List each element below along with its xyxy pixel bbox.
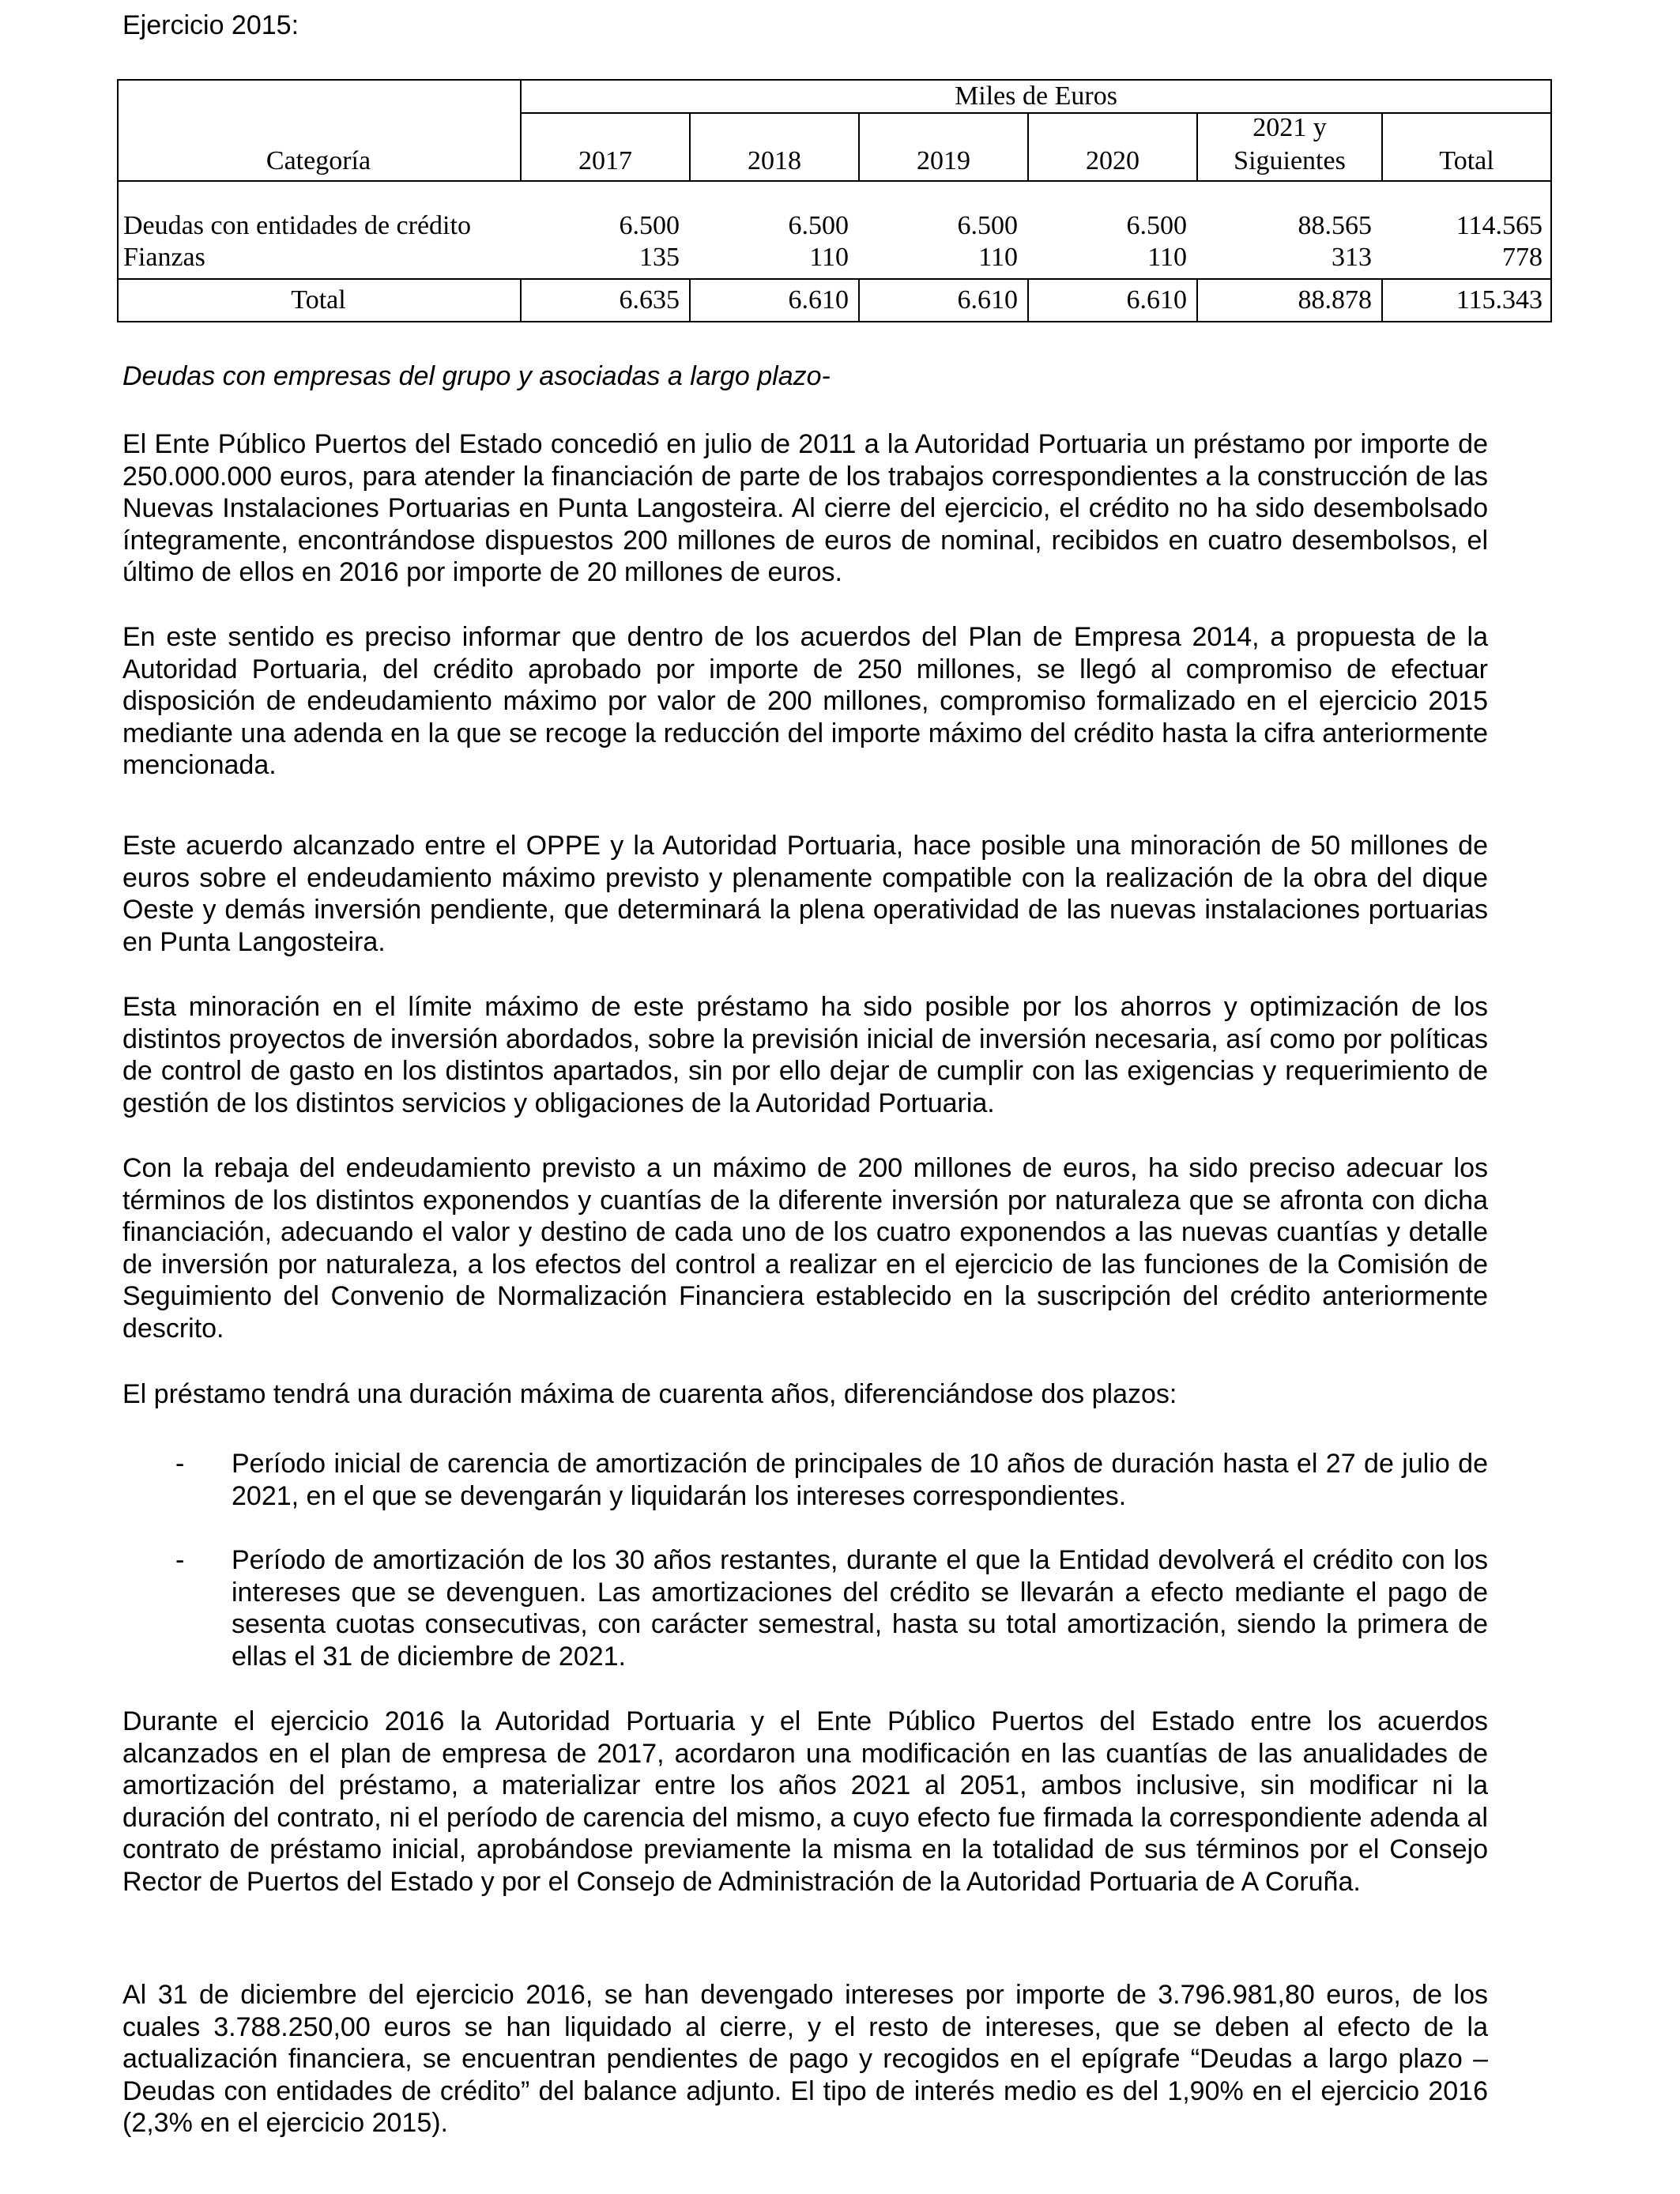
- table-border-right: [1550, 79, 1552, 322]
- table-header-divider: [117, 180, 1552, 182]
- table-cell: 135: [639, 243, 680, 272]
- table-row-label: Fianzas: [123, 243, 205, 272]
- table-cell: 114.565: [1456, 211, 1543, 240]
- table-cell: 313: [1332, 243, 1372, 272]
- table-group-divider: [520, 112, 1552, 114]
- paragraph: Con la rebaja del endeudamiento previsto a un máximo de 200 millones de euros, ha sido preciso adecuar los términos de los distintos exponendos y cuantías de la diferente inversión por naturaleza que se afronta con dicha financiación, adecuando el valor y destino de cada uno de los cuatro exponendos a las nuevas cuantías y detalle de inversión por naturaleza, a los efectos del control a realizar en el ejercicio de las funciones de la Comisión de Seguimiento del Convenio de Normalización Financiera establecido en la suscripción del crédito anteriormente descrito.: [122, 1153, 1488, 1344]
- paragraph: El préstamo tendrá una duración máxima de cuarenta años, diferenciándose dos plazos:: [122, 1379, 1177, 1409]
- table-cell: 110: [978, 243, 1018, 272]
- table-header-2017: 2017: [578, 146, 632, 175]
- table-header-2019: 2019: [917, 146, 970, 175]
- table-header-2020: 2020: [1086, 146, 1139, 175]
- paragraph: El Ente Público Puertos del Estado concedió en julio de 2011 a la Autoridad Portuaria un préstamo por importe de 250.000.000 euros, para atender la financiación de parte de los trabajos correspondientes a la construcción de las Nuevas Instalaciones Portuarias en Punta Langosteira. Al cierre del ejercicio, el crédito no ha sido desembolsado íntegramente, encontrándose dispuestos 200 millones de euros de nominal, recibidos en cuatro desembolsos, el último de ellos en 2016 por importe de 20 millones de euros.: [122, 429, 1488, 587]
- paragraph: Durante el ejercicio 2016 la Autoridad Portuaria y el Ente Público Puertos del Estado entre los acuerdos alcanzados en el plan de empresa de 2017, acordaron una modificación en las cuantías de las anualidades de amortización del préstamo, a materializar entre los años 2021 al 2051, ambos inclusive, sin modificar ni la duración del contrato, ni el período de carencia del mismo, a cuyo efecto fue firmada la correspondiente adenda al contrato de préstamo inicial, aprobándose previamente la misma en la totalidad de sus términos por el Consejo Rector de Puertos del Estado y por el Consejo de Administración de la Autoridad Portuaria de A Coruña.: [122, 1706, 1488, 1897]
- table-cell: 6.500: [1126, 211, 1187, 240]
- subsection-heading: Deudas con empresas del grupo y asociadas a largo plazo-: [122, 361, 831, 391]
- table-cell: 778: [1502, 243, 1543, 272]
- table-total-cell: 6.635: [619, 285, 680, 315]
- maturity-table: [117, 79, 1552, 322]
- table-header-2018: 2018: [748, 146, 801, 175]
- paragraph: Este acuerdo alcanzado entre el OPPE y la Autoridad Portuaria, hace posible una minoración de 50 millones de euros sobre el endeudamiento máximo previsto y plenamente compatible con la realización de la obra del dique Oeste y demás inversión pendiente, que determinará la plena operatividad de las nuevas instalaciones portuarias en Punta Langosteira.: [122, 831, 1488, 957]
- table-header-category: Categoría: [266, 146, 371, 175]
- table-total-cell: 6.610: [957, 285, 1018, 315]
- table-header-2021-line1: 2021 y: [1252, 113, 1327, 142]
- table-total-cell: 6.610: [1126, 285, 1187, 315]
- table-header-total: Total: [1439, 146, 1494, 175]
- bullet-marker: -: [175, 1545, 185, 1575]
- list-item: Período de amortización de los 30 años restantes, durante el que la Entidad devolverá el crédito con los intereses que se devenguen. Las amortizaciones del crédito se llevarán a efecto mediante el pago de sesenta cuotas consecutivas, con carácter semestral, hasta su total amortización, siendo la primera de ellas el 31 de diciembre de 2021.: [232, 1545, 1488, 1672]
- list-item: Período inicial de carencia de amortización de principales de 10 años de duración hasta el 27 de julio de 2021, en el que se devengarán y liquidarán los intereses correspondientes.: [232, 1449, 1488, 1511]
- bullet-marker: -: [175, 1449, 185, 1479]
- table-group-header: Miles de Euros: [955, 81, 1117, 111]
- table-total-label: Total: [291, 285, 346, 315]
- paragraph: En este sentido es preciso informar que dentro de los acuerdos del Plan de Empresa 2014, a propuesta de la Autoridad Portuaria, del crédito aprobado por importe de 250 millones, se llegó al compromiso de efectuar disposición de endeudamiento máximo por valor de 200 millones, compromiso formalizado en el ejercicio 2015 mediante una adenda en la que se recoge la reducción del importe máximo del crédito hasta la cifra anteriormente mencionada.: [122, 622, 1488, 780]
- table-total-cell: 115.343: [1456, 285, 1543, 315]
- table-cell: 6.500: [619, 211, 680, 240]
- section-heading: Ejercicio 2015:: [122, 10, 299, 40]
- table-cell: 110: [809, 243, 849, 272]
- table-total-cell: 6.610: [788, 285, 849, 315]
- table-total-cell: 88.878: [1298, 285, 1372, 315]
- paragraph: Esta minoración en el límite máximo de este préstamo ha sido posible por los ahorros y optimización de los distintos proyectos de inversión abordados, sobre la previsión inicial de inversión necesaria, así como por políticas de control de gasto en los distintos apartados, sin por ello dejar de cumplir con las exigencias y requerimiento de gestión de los distintos servicios y obligaciones de la Autoridad Portuaria.: [122, 992, 1488, 1118]
- table-cell: 110: [1147, 243, 1187, 272]
- table-cell: 6.500: [957, 211, 1018, 240]
- table-header-2021-line2: Siguientes: [1234, 146, 1346, 175]
- table-cell: 6.500: [788, 211, 849, 240]
- table-border-bottom: [117, 321, 1552, 322]
- table-cell: 88.565: [1298, 211, 1372, 240]
- paragraph: Al 31 de diciembre del ejercicio 2016, se han devengado intereses por importe de 3.796.981,80 euros, de los cuales 3.788.250,00 euros se han liquidado al cierre, y el resto de intereses, que se deben al efecto de la actualización financiera, se encuentran pendientes de pago y recogidos en el epígrafe “Deudas a largo plazo – Deudas con entidades de crédito” del balance adjunto. El tipo de interés medio es del 1,90% en el ejercicio 2016 (2,3% en el ejercicio 2015).: [122, 1980, 1488, 2138]
- table-total-divider: [117, 278, 1552, 280]
- table-row-label: Deudas con entidades de crédito: [123, 211, 471, 240]
